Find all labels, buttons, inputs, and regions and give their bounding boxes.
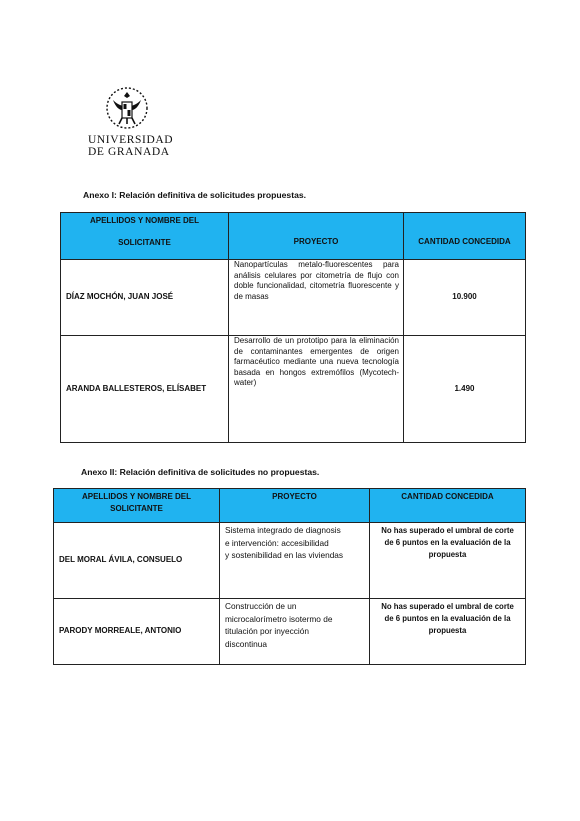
annex1-header-amount xyxy=(404,213,526,260)
granted-amount: 10.900 xyxy=(404,260,526,336)
granted-amount: 1.490 xyxy=(404,336,526,443)
project-line: e intervención: accesibilidad xyxy=(225,537,329,548)
annex2-header-applicant-line2: SOLICITANTE xyxy=(110,504,163,513)
project-line: discontinua xyxy=(225,638,267,649)
annex2-header-amount xyxy=(370,489,526,523)
project-title: Nanopartículas metalo-fluorescentes para análisis celulares por citometría de flujo con doble funcionalidad, citometría fluorescente y de masas xyxy=(229,260,404,336)
status-text: No has superado el umbral de corte de 6 puntos en la evaluación de la propuesta xyxy=(370,599,526,665)
annex1-table xyxy=(60,212,526,443)
project-title xyxy=(220,523,370,599)
project-title xyxy=(220,599,370,665)
annex2-header-amount-label: CANTIDAD CONCEDIDA xyxy=(401,492,494,501)
table-row xyxy=(54,523,526,599)
annex1-caption: Anexo I: Relación definitiva de solicitudes propuestas. xyxy=(83,190,307,200)
annex1-header-applicant-line2: SOLICITANTE xyxy=(118,237,171,247)
annex1-header-project xyxy=(229,213,404,260)
applicant-name: PARODY MORREALE, ANTONIO xyxy=(54,599,220,665)
annex1-header-amount-label: CANTIDAD CONCEDIDA xyxy=(418,237,511,246)
logo-line-1: UNIVERSIDAD xyxy=(88,134,174,146)
applicant-name: ARANDA BALLESTEROS, ELÍSABET xyxy=(61,336,229,443)
table-row xyxy=(61,260,526,336)
university-crest-icon xyxy=(104,84,150,130)
annex1-header-project-label: PROYECTO xyxy=(293,237,339,246)
project-line: titulación por inyección xyxy=(225,626,309,636)
annex2-header-project xyxy=(220,489,370,523)
applicant-name: DEL MORAL ÁVILA, CONSUELO xyxy=(54,523,220,599)
applicant-name: DÍAZ MOCHÓN, JUAN JOSÉ xyxy=(61,260,229,336)
table-row xyxy=(61,336,526,443)
project-title: Desarrollo de un prototipo para la eliminación de contaminantes emergentes de origen farmacéutico mediante una nueva tecnología basada en hongos extremófilos (Mycotech-water) xyxy=(229,336,404,443)
project-line: Sistema integrado de diagnosis xyxy=(225,525,341,535)
project-line: microcalorímetro isotermo de xyxy=(225,613,333,624)
annex1-header-applicant-line1: APELLIDOS Y NOMBRE DEL xyxy=(89,216,200,225)
logo-line-2: DE GRANADA xyxy=(88,146,170,158)
annex2-header-project-label: PROYECTO xyxy=(272,492,317,501)
annex2-header-applicant xyxy=(54,489,220,523)
project-line: Construcción de un xyxy=(225,601,297,611)
annex1-header-applicant xyxy=(61,213,229,260)
university-logo xyxy=(88,84,178,158)
table-row xyxy=(54,599,526,665)
project-line: y sostenibilidad en las viviendas xyxy=(225,550,344,560)
annex2-header-applicant-line1: APELLIDOS Y NOMBRE DEL xyxy=(81,492,192,501)
annex2-table xyxy=(53,488,526,665)
status-text: No has superado el umbral de corte de 6 puntos en la evaluación de la propuesta xyxy=(370,523,526,599)
annex2-caption: Anexo II: Relación definitiva de solicitudes no propuestas. xyxy=(81,467,320,477)
